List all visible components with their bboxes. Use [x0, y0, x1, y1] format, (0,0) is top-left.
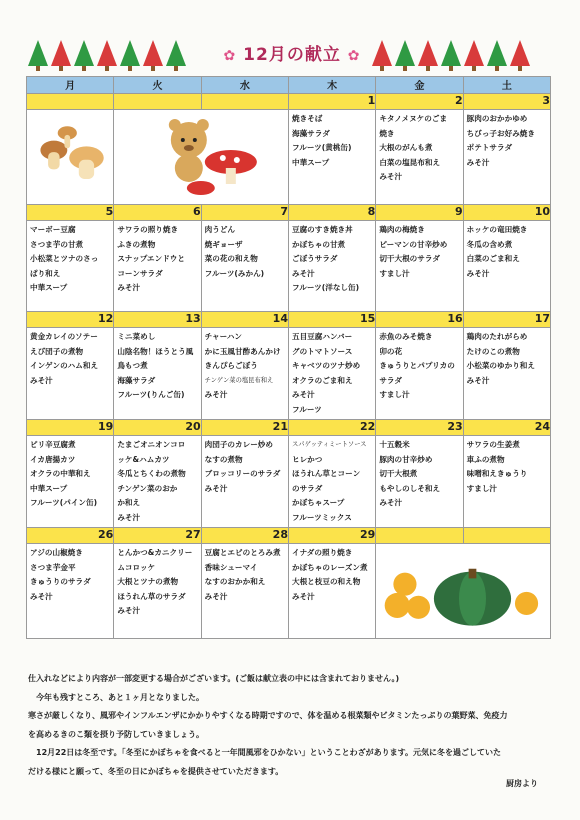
menu-item: フルーツ(パイン缶): [30, 498, 98, 507]
notes-section: [28, 670, 553, 781]
menu-item: たまごオニオンコロ: [117, 440, 186, 449]
signature: 厨房より: [506, 779, 538, 788]
date-number: [114, 94, 201, 110]
menu-item: えび団子の煮物: [30, 346, 84, 356]
menu-item: ムコロッケ: [117, 562, 156, 572]
menu-item: 焼き: [379, 128, 395, 138]
date-row: [27, 94, 551, 110]
weekday-header: 金: [376, 77, 463, 94]
menu-item: 冬瓜の含め煮: [466, 239, 513, 249]
menu-item: 小松菜とツナのさっ: [30, 254, 99, 263]
menu-item: ミニ菜めし: [117, 332, 156, 341]
menu-item: すまし汁: [379, 268, 410, 278]
tree-icon: [510, 40, 530, 66]
menu-item: 大根とツナの煮物: [117, 577, 179, 586]
menu-cell: [376, 110, 463, 205]
tree-icon: [441, 40, 461, 66]
menu-item: 十五穀米: [379, 440, 410, 449]
tree-icon: [120, 40, 140, 66]
menu-cell: [27, 544, 114, 639]
menu-item: か和え: [117, 498, 141, 507]
menu-item: みそ汁: [466, 157, 490, 167]
menu-item: みそ汁: [466, 268, 490, 278]
menu-item: 山陰名物！ほうとう風: [117, 346, 194, 356]
menu-item: もやしのしそ和え: [379, 483, 441, 493]
menu-cell: [114, 544, 201, 639]
menu-item: イカ唐揚カツ: [30, 454, 76, 464]
menu-row: [27, 328, 551, 420]
menu-cell: [201, 328, 288, 420]
tree-icon: [51, 40, 71, 66]
menu-item: サラダ: [379, 375, 403, 385]
menu-item: 切干大根煮: [379, 469, 418, 478]
date-number: 19: [27, 420, 114, 436]
date-row: [27, 312, 551, 328]
menu-cell: [463, 436, 550, 528]
menu-item: ぱり和え: [30, 268, 61, 278]
menu-item: 卯の花: [379, 346, 403, 356]
tree-row-left: [28, 40, 186, 74]
menu-row: [27, 221, 551, 312]
menu-item: チャーハン: [204, 332, 243, 341]
menu-item: キャベツのツナ炒め: [291, 361, 361, 370]
date-number: 14: [201, 312, 288, 328]
menu-item: みそ汁: [291, 390, 315, 399]
menu-item: スナップエンドウと: [117, 254, 185, 263]
menu-item: みそ汁: [204, 390, 228, 399]
menu-row: [27, 436, 551, 528]
menu-item: かぼちゃの甘煮: [291, 239, 346, 249]
tree-icon: [418, 40, 438, 66]
menu-item: 焼ギョーザ: [204, 239, 243, 249]
pumpkin-illustration: [376, 544, 551, 639]
tree-row-right: [372, 40, 530, 74]
menu-item: フルーツ(黄桃缶): [291, 143, 352, 152]
menu-item: ブロッコリーのサラダ: [204, 469, 281, 478]
menu-item: みそ汁: [117, 606, 141, 615]
menu-cell: [463, 328, 550, 420]
tree-icon: [97, 40, 117, 66]
menu-item: フルーツミックス: [291, 512, 352, 522]
date-number: 3: [463, 94, 550, 110]
menu-item: 中華スープ: [30, 483, 68, 493]
date-number: 13: [114, 312, 201, 328]
menu-item: 豆腐とエビのとろみ煮: [204, 548, 281, 557]
menu-item: 鳥もつ煮: [117, 361, 148, 370]
menu-cell: [288, 221, 375, 312]
menu-item: 菜の花の和え物: [204, 254, 258, 263]
menu-item: みそ汁: [291, 268, 315, 278]
tree-icon: [74, 40, 94, 66]
date-number: [27, 94, 114, 110]
menu-cell: [114, 328, 201, 420]
date-number: 6: [114, 205, 201, 221]
menu-item: サワラの照り焼き: [117, 225, 179, 234]
menu-item: きゅうりのサラダ: [30, 577, 91, 586]
menu-cell: [463, 221, 550, 312]
date-row: [27, 205, 551, 221]
menu-item: アジの山椒焼き: [30, 548, 83, 557]
menu-item: フルーツ(洋なし缶): [291, 283, 360, 292]
menu-item: ポテトサラダ: [466, 143, 513, 152]
menu-item: オクラの中華和え: [30, 469, 91, 478]
menu-item: みそ汁: [379, 172, 403, 181]
menu-cell: [27, 328, 114, 420]
menu-item: ふきの煮物: [117, 239, 156, 249]
menu-item: ほうれん草のサラダ: [117, 591, 186, 601]
menu-item: みそ汁: [291, 591, 315, 601]
menu-item: インゲンのハム和え: [30, 361, 99, 370]
menu-item: きんぴらごぼう: [204, 361, 258, 370]
menu-item: たけのこの煮物: [466, 346, 520, 356]
date-number: 27: [114, 528, 201, 544]
menu-item: コーンサラダ: [117, 268, 163, 278]
menu-item: 大根のがんも煮: [379, 143, 433, 152]
weekday-header: 土: [463, 77, 550, 94]
menu-cell: [201, 544, 288, 639]
menu-item: 白菜の塩昆布和え: [379, 157, 441, 167]
date-number: 9: [376, 205, 463, 221]
menu-item: フルーツ(みかん): [204, 268, 265, 278]
menu-cell: [114, 221, 201, 312]
menu-item: みそ汁: [30, 591, 53, 601]
menu-cell: [201, 221, 288, 312]
weekday-header: 火: [114, 77, 201, 94]
date-number: 12: [27, 312, 114, 328]
menu-item: マーボー豆腐: [30, 225, 76, 234]
menu-item: 黄金カレイのソテー: [30, 332, 98, 341]
menu-cell: [376, 328, 463, 420]
menu-item: 豆腐のすき焼き丼: [291, 225, 353, 234]
menu-item: 香味シューマイ: [204, 562, 258, 572]
menu-item: 切干大根のサラダ: [379, 254, 440, 263]
menu-item: 肉団子のカレー炒め: [204, 440, 273, 449]
menu-cell: [201, 436, 288, 528]
menu-item: 豚肉のおかかゆめ: [466, 114, 528, 123]
menu-item: 小松菜のゆかり和え: [466, 361, 535, 370]
note-line: を高めるきのこ類を摂り予防していきましょう。: [28, 729, 204, 739]
date-number: 24: [463, 420, 550, 436]
menu-item: サワラの生姜煮: [466, 440, 520, 449]
menu-item: かぼちゃスープ: [291, 498, 345, 507]
date-number: 10: [463, 205, 550, 221]
date-number: 28: [201, 528, 288, 544]
date-number: 20: [114, 420, 201, 436]
menu-cell: [288, 110, 375, 205]
tree-icon: [372, 40, 392, 66]
menu-row: [27, 110, 551, 205]
menu-cell: [288, 544, 375, 639]
note-line: 仕入れなどにより内容が一部変更する場合がございます。(ご飯は献立表の中には含まれておりません。): [28, 674, 400, 683]
menu-item: 白菜のごま和え: [466, 254, 520, 263]
menu-item: 車ふの煮物: [466, 454, 505, 464]
mushroom-illustration: [27, 110, 114, 205]
note-line: 12月22日は冬至です。「冬至にかぼちゃを食べると一年間風邪をひかない」ということわざがあります。元気に冬を過ごしていた: [36, 748, 501, 757]
menu-item: すまし汁: [379, 390, 410, 399]
menu-item: ピーマンの甘辛炒め: [379, 239, 448, 249]
date-number: 5: [27, 205, 114, 221]
menu-item: みそ汁: [117, 512, 141, 522]
menu-item: みそ汁: [204, 591, 228, 601]
menu-item: イナダの照り焼き: [291, 548, 353, 557]
menu-item: スパゲッティミートソース: [291, 441, 367, 448]
menu-item: 冬瓜とちくわの煮物: [117, 469, 186, 478]
tree-icon: [166, 40, 186, 66]
menu-item: 味噌和えきゅうり: [466, 469, 528, 478]
menu-item: キタノメヌケのごま: [379, 114, 448, 123]
date-number: [463, 528, 550, 544]
note-line: だける様にと願って、冬至の日にかぼちゃを提供させていただきます。: [28, 766, 284, 776]
menu-item: ホッケの竜田焼き: [466, 225, 528, 234]
date-row: [27, 420, 551, 436]
menu-item: チンゲン菜の塩昆布和え: [204, 376, 274, 384]
menu-item: かぼちゃのレーズン煮: [291, 562, 368, 572]
menu-item: みそ汁: [466, 375, 490, 385]
menu-cell: [376, 221, 463, 312]
menu-cell: [463, 110, 550, 205]
menu-item: チンゲン菜のおか: [117, 483, 178, 493]
date-number: 29: [288, 528, 375, 544]
menu-item: 中華スープ: [30, 283, 68, 292]
menu-item: 豚肉の甘辛炒め: [379, 454, 433, 464]
menu-item: フルーツ: [291, 404, 322, 414]
menu-cell: [27, 221, 114, 312]
menu-cell: [114, 436, 201, 528]
tree-icon: [28, 40, 48, 66]
date-row: [27, 528, 551, 544]
menu-item: なすのおかか和え: [204, 577, 266, 586]
date-number: 8: [288, 205, 375, 221]
menu-cell: [27, 436, 114, 528]
date-number: 26: [27, 528, 114, 544]
menu-item: 鶏肉のたれがらめ: [466, 332, 528, 341]
weekday-header: 木: [288, 77, 375, 94]
date-number: 22: [288, 420, 375, 436]
weekday-header-row: [27, 77, 551, 94]
menu-item: さつま芋金平: [30, 562, 76, 572]
menu-item: 焼きそば: [291, 114, 323, 123]
note-line: 寒さが厳しくなり、風邪やインフルエンザにかかりやすくなる時期ですので、体を温める根菜類やビタミンたっぷりの葉野菜、免疫力: [28, 711, 508, 720]
menu-item: グのトマトソース: [291, 346, 353, 356]
menu-item: 肉うどん: [204, 225, 236, 234]
tree-icon: [464, 40, 484, 66]
date-number: 7: [201, 205, 288, 221]
menu-item: ッケ&ハムカツ: [117, 454, 170, 464]
menu-item: のサラダ: [291, 483, 323, 493]
menu-item: ヒレかつ: [291, 454, 323, 464]
menu-item: なすの煮物: [204, 454, 243, 464]
menu-item: 赤魚のみそ焼き: [379, 332, 433, 341]
menu-item: 海藻サラダ: [291, 128, 330, 138]
note-line: 今年も残すところ、あと１ヶ月となりました。: [36, 692, 204, 702]
date-number: 15: [288, 312, 375, 328]
menu-row: [27, 544, 551, 639]
menu-item: みそ汁: [117, 283, 141, 292]
menu-item: みそ汁: [379, 498, 403, 507]
weekday-header: 月: [27, 77, 114, 94]
menu-item: 鶏肉の梅焼き: [379, 225, 425, 234]
date-number: 21: [201, 420, 288, 436]
menu-cell: [288, 328, 375, 420]
menu-item: すまし汁: [466, 483, 498, 493]
menu-item: みそ汁: [30, 375, 53, 385]
menu-item: ほうれん草とコーン: [291, 469, 361, 478]
menu-item: きゅうりとパプリカの: [379, 361, 455, 370]
menu-item: かに玉風甘酢あんかけ: [204, 346, 281, 356]
tree-icon: [143, 40, 163, 66]
menu-item: ごぼうサラダ: [291, 254, 338, 263]
page-title: ✿ 12月の献立 ✿: [223, 45, 361, 65]
menu-item: ちびっ子お好み焼き: [466, 128, 535, 138]
menu-item: とんかつ&カニクリー: [117, 548, 193, 557]
date-number: 16: [376, 312, 463, 328]
menu-item: ピリ辛豆腐煮: [30, 440, 76, 449]
menu-cell: [288, 436, 375, 528]
tree-icon: [395, 40, 415, 66]
menu-item: 大根と枝豆の和え物: [291, 577, 361, 586]
menu-item: フルーツ(りんご缶): [117, 390, 185, 399]
date-number: [201, 94, 288, 110]
date-number: 23: [376, 420, 463, 436]
date-number: [376, 528, 463, 544]
date-number: 1: [288, 94, 375, 110]
bear-mushroom-illustration: [114, 110, 289, 205]
date-number: 2: [376, 94, 463, 110]
menu-item: 中華スープ: [291, 157, 330, 167]
menu-item: さつま芋の甘煮: [30, 239, 84, 249]
menu-calendar: [26, 76, 551, 639]
menu-item: 海藻サラダ: [117, 375, 156, 385]
menu-item: オクラのごま和え: [291, 375, 353, 385]
menu-item: 五目豆腐ハンバー: [291, 332, 353, 341]
date-number: 17: [463, 312, 550, 328]
menu-item: みそ汁: [204, 483, 228, 493]
weekday-header: 水: [201, 77, 288, 94]
menu-cell: [376, 436, 463, 528]
tree-icon: [487, 40, 507, 66]
